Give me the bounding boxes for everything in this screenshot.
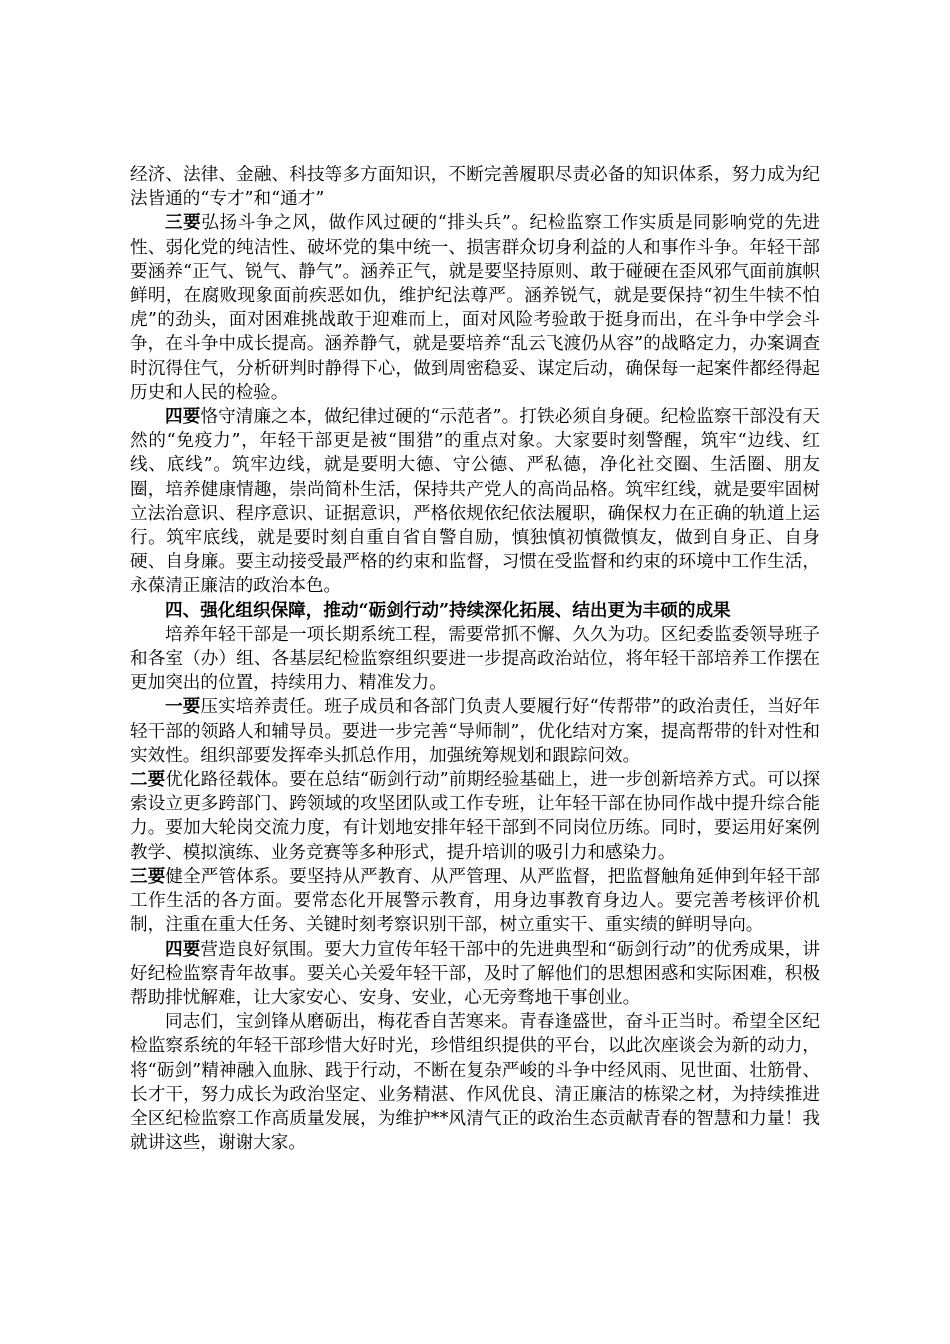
paragraph-lead: 三要 [165,212,202,234]
paragraph-text: 营造良好氛围。要大力宣传年轻干部中的先进典型和“砺剑行动”的优秀成果，讲好纪检监察青年故事。要关心关爱年轻干部，及时了解他们的思想困惑和实际困难，积极帮助排忧解难，让大家安心、安身、安业，心无旁骛地干事创业。 [130,939,820,1008]
paragraph-third-requirement-struggle [130,211,820,405]
paragraph-section-intro [130,623,820,696]
paragraph-second-requirement-path [130,768,820,865]
paragraph-text: 经济、法律、金融、科技等多方面知识，不断完善履职尽责必备的知识体系，努力成为纪法皆通的“专才”和“通才” [130,165,820,210]
paragraph-continuation [130,163,820,211]
document-body [130,163,820,1155]
paragraph-text: 健全严管体系。要坚持从严教育、从严管理、从严监督，把监督触角延伸到年轻干部工作生活的各方面。要常态化开展警示教育，用身边事教育身边人。要完善考核评价机制，注重在重大任务、关键时刻考察识别干部，树立重实干、重实绩的鲜明导向。 [130,866,820,936]
paragraph-lead: 二要 [130,769,166,791]
paragraph-closing-remarks [130,1010,820,1155]
paragraph-text: 压实培养责任。班子成员和各部门负责人要履行好“传帮带”的政治责任，当好年轻干部的领路人和辅导员。要进一步完善“导师制”，优化结对方案，提高帮带的针对性和实效性。组织部要发挥牵头抓总作用，加强统筹规划和跟踪问效。 [130,697,820,766]
paragraph-text: 弘扬斗争之风，做作风过硬的“排头兵”。纪检监察工作实质是同影响党的先进性、弱化党的纯洁性、破坏党的集中统一、损害群众切身利益的人和事作斗争。年轻干部要涵养“正气、锐气、静气”。涵养正气，就是要坚持原则、敢于碰硬在歪风邪气面前旗帜鲜明，在腐败现象面前疾恶如仇，维护纪法尊严。涵养锐气，就是要保持“初生牛犊不怕虎”的劲头，面对困难挑战敢于迎难而上，面对风险考验敢于挺身而出，在斗争中学会斗争，在斗争中成长提高。涵养静气，就是要培养“乱云飞渡仍从容”的战略定力，办案调查时沉得住气，分析研判时静得下心，做到周密稳妥、谋定后动，确保每一起案件都经得起历史和人民的检验。 [130,213,820,403]
paragraph-text: 恪守清廉之本，做纪律过硬的“示范者”。打铁必须自身硬。纪检监察干部没有天然的“免疫力”，年轻干部更是被“围猎”的重点对象。大家要时刻警醒，筑牢“边线、红线、底线”。筑牢边线，就是要明大德、守公德、严私德，净化社交圈、生活圈、朋友圈，培养健康情趣，崇尚简朴生活，保持共产党人的高尚品格。筑牢红线，就是要牢固树立法治意识、程序意识、证据意识，严格依规依纪依法履职，确保权力在正确的轨道上运行。筑牢底线，就是要时刻自重自省自警自励，慎独慎初慎微慎友，做到自身正、自身硬、自身廉。要主动接受最严格的约束和监督，习惯在受监督和约束的环境中工作生活，永葆清正廉洁的政治本色。 [130,407,820,597]
paragraph-lead: 四要 [165,938,201,960]
paragraph-fourth-requirement-integrity [130,405,820,599]
paragraph-first-requirement-responsibility [130,695,820,768]
paragraph-lead: 三要 [130,865,166,887]
paragraph-lead: 一要 [165,696,201,718]
paragraph-text: 同志们，宝剑锋从磨砺出，梅花香自苦寒来。青春逢盛世，奋斗正当时。希望全区纪检监察系统的年轻干部珍惜大好时光，珍惜组织提供的平台，以此次座谈会为新的动力，将“砺剑”精神融入血脉、践于行动，不断在复杂严峻的斗争中经风雨、见世面、壮筋骨、长才干，努力成长为政治坚定、业务精湛、作风优良、清正廉洁的栋梁之材，为持续推进全区纪检监察工作高质量发展，为维护**风清气正的政治生态贡献青春的智慧和力量！我就讲这些，谢谢大家。 [130,1012,820,1154]
paragraph-lead: 四要 [165,406,201,428]
paragraph-text: 培养年轻干部是一项长期系统工程，需要常抓不懈、久久为功。区纪委监委领导班子和各室（办）组、各基层纪检监察组织要进一步提高政治站位，将年轻干部培养工作摆在更加突出的位置，持续用力、精准发力。 [130,624,820,694]
paragraph-text: 优化路径载体。要在总结“砺剑行动”前期经验基础上，进一步创新培养方式。可以探索设立更多跨部门、跨领域的攻坚团队或工作专班，让年轻干部在协同作战中提升综合能力。要加大轮岗交流力度，有计划地安排年轻干部到不同岗位历练。同时，要运用好案例教学、模拟演练、业务竞赛等多种形式，提升培训的吸引力和感染力。 [130,770,820,863]
section-heading-four: 四、强化组织保障，推动“砺剑行动”持续深化拓展、结出更为丰硕的成果 [165,599,731,621]
paragraph-third-requirement-management [130,865,820,938]
paragraph-fourth-requirement-atmosphere [130,938,820,1011]
